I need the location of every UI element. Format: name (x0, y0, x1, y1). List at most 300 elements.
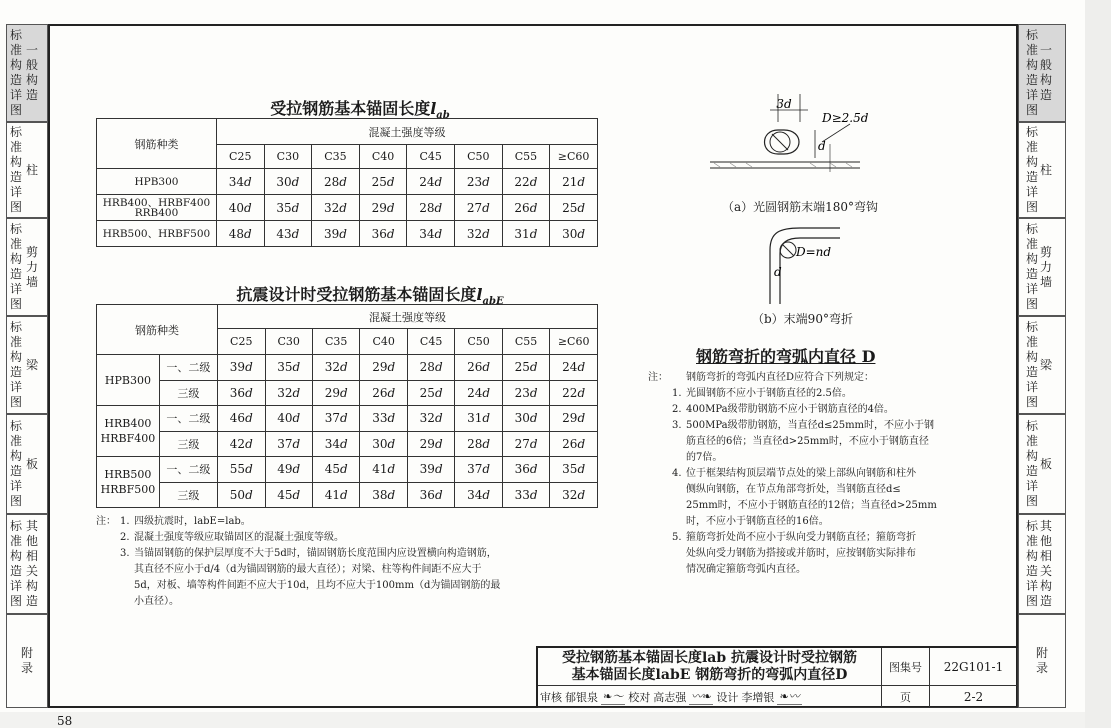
side-tab-sub-label (1039, 519, 1053, 609)
value-unit-d: d (482, 436, 491, 451)
value-number: 34 (324, 436, 340, 451)
value-unit-d: d (292, 462, 301, 477)
atlas-number: 22G101-1 (930, 648, 1018, 686)
side-tab-other[interactable] (1018, 514, 1066, 614)
anchorage-value-cell (407, 221, 455, 247)
anchorage-value-cell (312, 482, 359, 508)
grade-cell: C50 (455, 145, 503, 169)
label-d: d (774, 265, 782, 279)
value-unit-d: d (340, 385, 348, 400)
note-number: 4. (672, 468, 682, 479)
side-tab-beam[interactable] (6, 316, 48, 414)
grade-cell: C35 (312, 329, 359, 355)
side-tab-char: 详 (9, 579, 22, 593)
anchorage-value-cell (502, 457, 549, 483)
side-tab-other[interactable] (6, 514, 48, 614)
value-unit-d: d (529, 200, 538, 215)
table-row (97, 406, 598, 432)
side-tab-char: 录 (20, 661, 33, 675)
side-tab-sub-label (25, 43, 39, 103)
seismic-anchorage-length-table (96, 304, 598, 508)
anchorage-value-cell (218, 431, 265, 457)
note-text: 情况确定箍筋弯弧内直径。 (686, 564, 806, 575)
side-tab-char: 标 (1025, 419, 1038, 433)
value-unit-d: d (387, 487, 396, 502)
anchorage-value-cell (359, 169, 407, 195)
side-tab-char: 造 (1025, 464, 1038, 478)
side-tab-char: 构 (1039, 579, 1052, 593)
anchorage-value-cell (312, 169, 360, 195)
value-number: 32 (277, 385, 293, 400)
note-text: 光圆钢筋不应小于钢筋直径的2.5倍。 (686, 388, 852, 399)
note-number (672, 434, 686, 450)
value-number: 30 (276, 174, 292, 189)
scan-margin (1085, 0, 1111, 728)
value-unit-d: d (245, 411, 253, 426)
side-tab-appendix[interactable] (1018, 614, 1066, 708)
side-tab-beam[interactable] (1018, 316, 1066, 414)
note-text: 钢筋弯折的弯弧内直径D应符合下列规定： (686, 372, 875, 383)
side-tab-general[interactable] (6, 24, 48, 122)
value-number: 26 (562, 436, 578, 451)
value-number: 28 (467, 436, 483, 451)
side-tab-char: 关 (1039, 564, 1052, 578)
value-number: 22 (562, 385, 578, 400)
grade-cell: ≥C60 (550, 329, 598, 355)
note-label (648, 562, 672, 578)
side-tab-char: 图 (1025, 103, 1038, 117)
value-unit-d: d (339, 174, 347, 189)
note-text: 400MPa级带肋钢筋不应小于钢筋直径的4倍。 (686, 404, 894, 415)
value-number: 39 (229, 360, 246, 375)
note-text: 小直径）。 (134, 596, 179, 607)
side-tab-char: 关 (25, 564, 38, 578)
value-unit-d: d (434, 360, 443, 375)
value-unit-d: d (386, 174, 395, 189)
value-number: 26 (467, 360, 483, 375)
anchorage-value-cell (264, 169, 312, 195)
anchorage-value-cell (312, 431, 359, 457)
side-tab-sub-label (1039, 163, 1053, 178)
side-tab-char: 构 (25, 73, 38, 87)
value-number: 24 (467, 385, 483, 400)
note-line (648, 450, 998, 466)
notes-left (96, 514, 596, 610)
value-number: 36 (419, 487, 435, 502)
anchorage-value-cell (502, 482, 549, 508)
value-number: 29 (324, 385, 340, 400)
grade-cell: ≥C60 (550, 145, 598, 169)
value-unit-d: d (387, 360, 396, 375)
side-tab-char: 造 (9, 267, 22, 281)
value-unit-d: d (292, 411, 301, 426)
anchorage-value-cell (312, 195, 360, 221)
note-line (648, 482, 998, 498)
side-tab-char: 他 (25, 534, 38, 548)
side-tab-column[interactable] (6, 122, 48, 218)
note-number: 1. (120, 516, 130, 527)
side-tab-char: 图 (9, 200, 22, 214)
value-number: 31 (467, 411, 483, 426)
value-unit-d: d (482, 226, 490, 241)
anchorage-value-cell (407, 355, 454, 381)
value-unit-d: d (340, 487, 348, 502)
anchorage-value-cell (265, 406, 312, 432)
table-row (97, 169, 598, 195)
value-number: 32 (466, 226, 483, 241)
value-number: 43 (276, 226, 292, 241)
table-row (97, 195, 598, 221)
side-tab-char: 图 (9, 103, 22, 117)
value-number: 29 (371, 200, 387, 215)
atlas-label: 图集号 (882, 648, 930, 686)
anchorage-value-cell (265, 355, 312, 381)
grade-cell: C25 (216, 145, 264, 169)
value-number: 45 (277, 487, 293, 502)
side-tab-char: 准 (9, 237, 22, 251)
side-tab-column[interactable] (1018, 122, 1066, 218)
value-number: 36 (371, 226, 387, 241)
note-text: 时，不应小于钢筋直径的16倍。 (686, 516, 829, 527)
title-block (536, 646, 1018, 708)
side-tab-char: 详 (1025, 282, 1038, 296)
side-tab-slab[interactable] (6, 414, 48, 514)
value-number: 22 (514, 174, 530, 189)
anchorage-value-cell (360, 355, 407, 381)
value-number: 32 (419, 411, 435, 426)
side-tab-char: 附 (1035, 646, 1048, 660)
note-label (648, 450, 672, 466)
value-number: 21 (562, 174, 578, 189)
anchorage-value-cell (502, 195, 550, 221)
side-tab-shear-wall[interactable] (6, 218, 48, 316)
side-tab-char: 详 (1025, 380, 1038, 394)
side-tab-char: 一 (1039, 43, 1052, 57)
side-tab-sub-label (25, 457, 39, 472)
note-number (672, 562, 686, 578)
note-text: 筋直径的6倍；当直径d>25mm时，不应小于钢筋直径 (686, 436, 929, 447)
label-3d: 3d (776, 97, 792, 111)
side-tab-char: 剪 (25, 244, 38, 259)
note-number: 3. (672, 420, 682, 431)
side-tab-char: 造 (1025, 170, 1038, 184)
side-tab-char: 构 (9, 350, 22, 364)
value-number: 46 (229, 411, 246, 426)
value-unit-d: d (434, 174, 443, 189)
value-unit-d: d (482, 462, 491, 477)
side-tab-char: 造 (9, 464, 22, 478)
side-tab-char: 详 (9, 185, 22, 199)
side-tab-char: 相 (1039, 549, 1052, 563)
value-number: 32 (562, 487, 578, 502)
anchorage-value-cell (359, 195, 407, 221)
reviewer-name: 郁银泉 (565, 690, 598, 704)
note-number: 2. (120, 532, 130, 543)
side-tab-char: 准 (1025, 140, 1038, 154)
note-line (96, 594, 596, 610)
note-text: 四级抗震时，labE=lab。 (134, 516, 251, 527)
value-number: 38 (372, 487, 388, 502)
value-number: 39 (323, 226, 340, 241)
side-tab-main-label (9, 519, 23, 609)
label-D-nd: D=nd (796, 245, 832, 259)
grade-cell: C45 (407, 145, 455, 169)
value-number: 27 (514, 436, 530, 451)
side-tab-char: 录 (1035, 661, 1048, 675)
note-label (648, 482, 672, 498)
anchorage-value-cell (264, 221, 312, 247)
note-text: 5d，对板、墙等构件间距不应大于10d，且均不应大于100mm（d为锚固钢筋的最 (134, 580, 501, 591)
note-number (120, 594, 134, 610)
anchorage-value-cell (455, 406, 502, 432)
anchorage-value-cell (359, 221, 407, 247)
side-tab-char: 其 (1039, 519, 1052, 533)
side-tab-char: 详 (9, 479, 22, 493)
anchorage-value-cell (502, 380, 549, 406)
note-number (672, 546, 686, 562)
side-tab-main-label (9, 222, 23, 312)
note-label (648, 530, 672, 546)
value-unit-d: d (434, 436, 443, 451)
check-label: 校对 (628, 690, 651, 704)
value-unit-d: d (577, 200, 586, 215)
value-unit-d: d (482, 200, 490, 215)
grade-cell: C55 (502, 145, 550, 169)
side-tab-general[interactable] (1018, 24, 1066, 122)
value-unit-d: d (482, 411, 491, 426)
value-number: 29 (372, 360, 388, 375)
side-tab-char: 他 (1039, 534, 1052, 548)
side-tab-char: 造 (9, 73, 22, 87)
value-number: 40 (277, 411, 293, 426)
note-line (96, 546, 596, 562)
side-tab-char: 详 (1025, 185, 1038, 199)
side-tab-char: 准 (1025, 534, 1038, 548)
value-number: 33 (514, 487, 530, 502)
value-unit-d: d (577, 385, 586, 400)
value-number: 25 (514, 360, 530, 375)
rebar-type-cell: HRB400 HRBF400 (97, 406, 160, 457)
anchorage-value-cell (218, 457, 265, 483)
side-tab-char: 详 (9, 282, 22, 296)
side-tab-char: 造 (1025, 365, 1038, 379)
side-tab-char: 标 (9, 28, 22, 42)
side-tab-char: 图 (9, 594, 22, 608)
anchorage-value-cell (550, 431, 598, 457)
note-label (96, 546, 120, 562)
side-tab-appendix[interactable] (6, 614, 48, 708)
seismic-level-cell: 三级 (159, 380, 217, 406)
checker-signature: 〰❧ (691, 690, 712, 703)
seismic-level-cell: 三级 (159, 431, 217, 457)
note-label (648, 466, 672, 482)
note-label (648, 498, 672, 514)
value-unit-d: d (577, 226, 586, 241)
table1-title-symbol: l (430, 99, 437, 118)
value-number: 48 (228, 226, 245, 241)
side-tab-char: 标 (9, 519, 22, 533)
note-label (648, 386, 672, 402)
value-number: 42 (229, 436, 246, 451)
side-tab-main-label (9, 419, 23, 509)
notes-right (648, 370, 998, 578)
note-number (120, 578, 134, 594)
anchorage-value-cell (550, 406, 598, 432)
value-number: 37 (277, 436, 293, 451)
side-tab-char: 构 (1025, 449, 1038, 463)
note-line (648, 386, 998, 402)
anchorage-value-cell (218, 355, 265, 381)
side-tab-main-label (1025, 28, 1039, 118)
note-number (672, 482, 686, 498)
designer-signature: ❧〰 (779, 690, 800, 703)
value-number: 30 (562, 226, 578, 241)
value-unit-d: d (482, 487, 491, 502)
side-tab-char: 图 (1025, 594, 1038, 608)
side-tab-char: 梁 (25, 357, 38, 372)
side-tab-char: 图 (9, 395, 22, 409)
side-tab-sub-label (1039, 358, 1053, 373)
rebar-type-cell: HRB500、HRBF500 (97, 221, 217, 247)
value-unit-d: d (244, 174, 252, 189)
side-tab-char: 板 (25, 456, 38, 471)
note-line (96, 514, 596, 530)
anchorage-value-cell (312, 380, 359, 406)
table2-title-symbol: l (476, 285, 483, 304)
value-number: 39 (419, 462, 435, 477)
value-number: 30 (514, 411, 530, 426)
side-tab-char: 墙 (1039, 274, 1052, 289)
note-label (96, 530, 120, 546)
side-tab-char: 详 (9, 88, 22, 102)
seismic-level-cell: 一、二级 (159, 406, 217, 432)
value-unit-d: d (339, 226, 347, 241)
value-number: 33 (372, 411, 388, 426)
grade-cell: C50 (455, 329, 502, 355)
side-tab-char: 造 (9, 365, 22, 379)
value-unit-d: d (434, 226, 443, 241)
anchorage-value-cell (407, 406, 454, 432)
note-line (648, 530, 998, 546)
side-tab-char: 构 (1025, 155, 1038, 169)
value-number: 35 (562, 462, 578, 477)
value-unit-d: d (529, 462, 538, 477)
value-unit-d: d (529, 226, 538, 241)
side-tab-char: 其 (25, 519, 38, 533)
value-unit-d: d (529, 411, 538, 426)
side-tab-main-label (20, 646, 34, 676)
value-number: 24 (562, 360, 578, 375)
grade-cell: C30 (265, 329, 312, 355)
page-label: 页 (882, 686, 930, 708)
signature-row (538, 686, 882, 708)
side-tab-main-label (1025, 320, 1039, 410)
side-tab-char: 图 (1025, 297, 1038, 311)
value-unit-d: d (387, 385, 396, 400)
side-tab-char: 标 (9, 125, 22, 139)
anchorage-value-cell (360, 406, 407, 432)
note-label (648, 418, 672, 434)
side-tab-shear-wall[interactable] (1018, 218, 1066, 316)
value-unit-d: d (577, 411, 586, 426)
page-number: 58 (57, 714, 73, 728)
side-tab-main-label (9, 125, 23, 215)
side-tab-sub-label (25, 358, 39, 373)
note-text: 混凝土强度等级应取锚固区的混凝土强度等级。 (134, 532, 344, 543)
value-number: 29 (419, 436, 435, 451)
anchorage-value-cell (216, 221, 264, 247)
side-tab-char: 图 (1025, 395, 1038, 409)
value-unit-d: d (245, 487, 253, 502)
side-tab-char: 构 (9, 155, 22, 169)
anchorage-value-cell (550, 355, 598, 381)
note-label (96, 562, 120, 578)
side-tab-char: 标 (1025, 125, 1038, 139)
side-tab-char: 剪 (1039, 244, 1052, 259)
anchorage-value-cell (218, 482, 265, 508)
note-line (648, 370, 998, 386)
seismic-level-cell: 一、二级 (159, 457, 217, 483)
side-tab-char: 标 (1025, 519, 1038, 533)
anchorage-value-cell (264, 195, 312, 221)
figure-90-bend (760, 224, 850, 306)
note-label (648, 514, 672, 530)
side-tab-char: 构 (9, 549, 22, 563)
side-tab-char: 详 (1025, 88, 1038, 102)
grade-cell: C45 (407, 329, 454, 355)
anchorage-value-cell (502, 406, 549, 432)
note-label (648, 434, 672, 450)
value-unit-d: d (482, 360, 491, 375)
side-tab-char: 标 (9, 222, 22, 236)
value-unit-d: d (434, 385, 443, 400)
note-text: 位于框架结构顶层端节点处的梁上部纵向钢筋和柱外 (686, 468, 916, 479)
note-label (648, 402, 672, 418)
value-number: 26 (514, 200, 530, 215)
header-rebar-type: 钢筋种类 (97, 119, 217, 169)
value-unit-d: d (577, 462, 586, 477)
side-tab-char: 力 (1039, 259, 1052, 274)
value-unit-d: d (386, 200, 395, 215)
rebar-type-cell: HRB400、HRBF400 RRB400 (97, 195, 217, 221)
anchorage-value-cell (407, 457, 454, 483)
value-unit-d: d (244, 200, 252, 215)
value-number: 28 (419, 200, 435, 215)
anchorage-value-cell (216, 195, 264, 221)
note-text: 处纵向受力钢筋为搭接或并筋时，应按钢筋实际排布 (686, 548, 916, 559)
side-tab-char: 准 (9, 140, 22, 154)
note-line (96, 530, 596, 546)
side-tab-slab[interactable] (1018, 414, 1066, 514)
side-tab-char: 标 (9, 419, 22, 433)
anchorage-value-cell (502, 431, 549, 457)
value-unit-d: d (339, 200, 347, 215)
side-tab-char: 附 (20, 646, 33, 660)
anchorage-value-cell (455, 355, 502, 381)
value-number: 36 (514, 462, 530, 477)
anchorage-value-cell (455, 380, 502, 406)
side-tab-char: 准 (9, 534, 22, 548)
side-tab-char: 相 (25, 549, 38, 563)
side-tab-char: 准 (9, 434, 22, 448)
value-unit-d: d (292, 436, 301, 451)
side-tab-char: 标 (1025, 28, 1038, 42)
side-tab-sub-label (1039, 43, 1053, 103)
value-number: 34 (467, 487, 483, 502)
side-tab-char: 图 (1025, 494, 1038, 508)
side-tab-char: 构 (9, 58, 22, 72)
value-number: 45 (324, 462, 340, 477)
